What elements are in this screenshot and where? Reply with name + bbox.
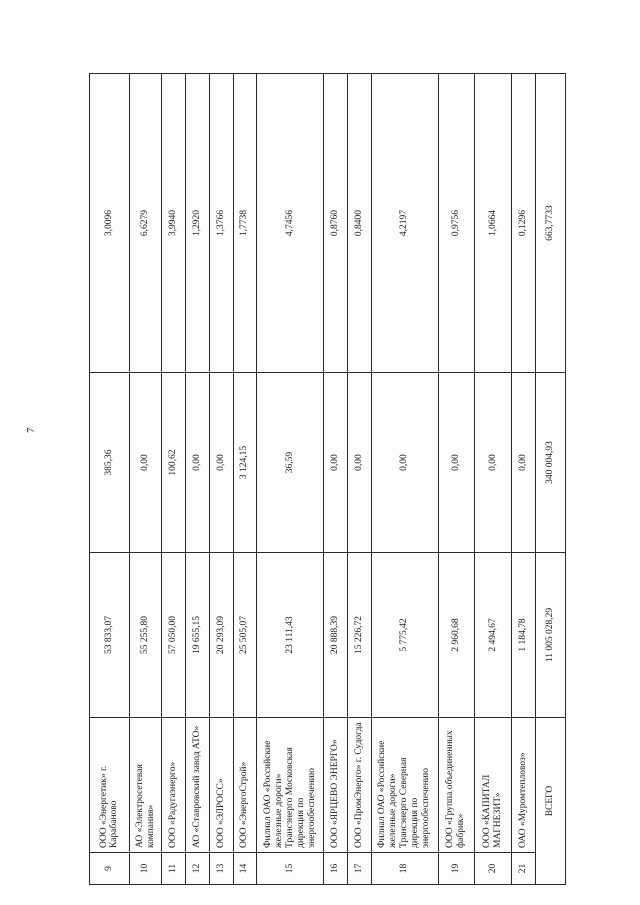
value-col3: 25 505,07 <box>233 553 257 718</box>
value-col5: 4,2197 <box>371 74 438 373</box>
organization-name: ООО «КАПИТАЛ МАГНЕЗИТ» <box>475 718 512 853</box>
value-col5: 0,8400 <box>347 74 371 373</box>
row-number: 10 <box>129 853 161 885</box>
value-col4: 0,00 <box>209 373 233 553</box>
table-row <box>257 74 324 885</box>
table-row <box>438 74 475 885</box>
value-col5: 1,0664 <box>475 74 512 373</box>
value-col4: 0,00 <box>347 373 371 553</box>
table-row <box>129 74 161 885</box>
value-col3: 2 960,68 <box>438 553 475 718</box>
row-number: 15 <box>257 853 324 885</box>
value-col4: 0,00 <box>371 373 438 553</box>
organization-name: ООО «Группа объединенных фабрик» <box>438 718 475 853</box>
value-col5: 3,9940 <box>162 74 186 373</box>
value-col4: 0,00 <box>475 373 512 553</box>
value-col5: 0,1296 <box>511 74 535 373</box>
row-number: 17 <box>347 853 371 885</box>
row-number: 21 <box>511 853 535 885</box>
total-col3: 11 005 028,29 <box>535 553 565 718</box>
table-row <box>371 74 438 885</box>
table-row <box>475 74 512 885</box>
value-col5: 3,0096 <box>90 74 130 373</box>
table-row <box>511 74 535 885</box>
value-col5: 0,8760 <box>324 74 348 373</box>
value-col5: 4,7456 <box>257 74 324 373</box>
value-col4: 36,59 <box>257 373 324 553</box>
value-col4: 100,62 <box>162 373 186 553</box>
value-col5: 1,2920 <box>186 74 210 373</box>
table-row <box>186 74 210 885</box>
value-col4: 0,00 <box>324 373 348 553</box>
value-col4: 0,00 <box>129 373 161 553</box>
row-number: 13 <box>209 853 233 885</box>
table-row <box>209 74 233 885</box>
value-col3: 15 226,72 <box>347 553 371 718</box>
value-col5: 6,6279 <box>129 74 161 373</box>
total-col4: 340 004,93 <box>535 373 565 553</box>
value-col4: 0,00 <box>186 373 210 553</box>
row-number: 18 <box>371 853 438 885</box>
value-col5: 1,3766 <box>209 74 233 373</box>
row-number: 16 <box>324 853 348 885</box>
row-number: 14 <box>233 853 257 885</box>
organization-name: ООО «Радугаэнерго» <box>162 718 186 853</box>
organization-name: ООО «ЭЛРОСС» <box>209 718 233 853</box>
organization-name: ОАО «Муромтепловоз» <box>511 718 535 853</box>
table-row <box>162 74 186 885</box>
organization-name: ООО «Энергетик» г. Карабаново <box>90 718 130 853</box>
total-row <box>535 74 565 885</box>
value-col5: 0,9756 <box>438 74 475 373</box>
document-table-rotated <box>89 74 566 885</box>
table-row <box>90 74 130 885</box>
value-col4: 385,36 <box>90 373 130 553</box>
row-number: 9 <box>90 853 130 885</box>
organization-name: ООО «ЯРЦЕВО ЭНЕРГО» <box>324 718 348 853</box>
organization-name: ООО «ЭнергоСтрой» <box>233 718 257 853</box>
row-number: 20 <box>475 853 512 885</box>
value-col3: 19 655,15 <box>186 553 210 718</box>
organization-name: АО «Электросетевая компания» <box>129 718 161 853</box>
value-col4: 0,00 <box>511 373 535 553</box>
data-table <box>89 73 566 885</box>
value-col3: 20 293,09 <box>209 553 233 718</box>
value-col4: 0,00 <box>438 373 475 553</box>
value-col3: 20 888,39 <box>324 553 348 718</box>
page-number: 7 <box>25 427 37 433</box>
organization-name: Филиал ОАО «Российские железные дороги» Трансэнерго Московская дирекция по энергообеспечению <box>257 718 324 853</box>
organization-name: АО «Ставровский завод АТО» <box>186 718 210 853</box>
value-col3: 23 111,43 <box>257 553 324 718</box>
value-col5: 1,7738 <box>233 74 257 373</box>
value-col3: 55 255,80 <box>129 553 161 718</box>
row-number: 19 <box>438 853 475 885</box>
value-col4: 3 124,15 <box>233 373 257 553</box>
total-col5: 663,7733 <box>535 74 565 373</box>
row-number: 11 <box>162 853 186 885</box>
value-col3: 5 775,42 <box>371 553 438 718</box>
organization-name: Филиал ОАО «Российские железные дороги» Трансэнерго Северная дирекция по энергообеспечению <box>371 718 438 853</box>
table-row <box>347 74 371 885</box>
total-label: ВСЕГО <box>535 718 565 885</box>
table-row <box>324 74 348 885</box>
value-col3: 57 050,00 <box>162 553 186 718</box>
value-col3: 1 184,78 <box>511 553 535 718</box>
row-number: 12 <box>186 853 210 885</box>
organization-name: ООО «ПромЭнерго» г. Судогда <box>347 718 371 853</box>
value-col3: 53 833,07 <box>90 553 130 718</box>
table-row <box>233 74 257 885</box>
value-col3: 2 494,67 <box>475 553 512 718</box>
